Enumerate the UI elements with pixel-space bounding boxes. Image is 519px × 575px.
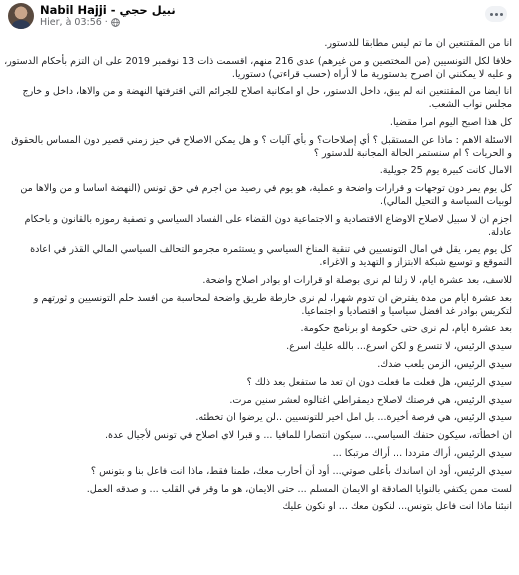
post-paragraph: اجزم ان لا سبيل لاصلاح الاوضاع الاقتصادية و الاجتماعية دون القضاء على الفساد السياسي و تصفية رموزه بالقانون و باحكام عادلة. bbox=[24, 213, 512, 238]
post-paragraph: انا ايضا من المقتنعين انه لم يبق، داخل الدستور، حل او امكانية اصلاح للجرائم التي اقترفتها النهضة و من والاها، داخل و خارج مجلس نواب الشعب. bbox=[22, 86, 512, 111]
post-paragraph: سيدي الرئيس، لا تتسرع و لكن اسرع... بالله عليك اسرع. bbox=[286, 341, 512, 353]
post-paragraph: كل يوم يمر دون توجهات و قرارات واضحة و عملية، هو يوم في رصيد من اجرم في حق تونس (النهضة اساسا و من والاها من لوبيات السياسة و التحيل المالي). bbox=[20, 183, 512, 207]
post-paragraph: انبئنا ماذا انت فاعل بتونس... لنكون معك ... او نكون عليك bbox=[282, 501, 512, 513]
post-paragraph: بعد عشرة ايام، لم نرى حتى حكومة او برنامج حكومة. bbox=[300, 323, 512, 335]
post-author-name[interactable]: Nabil Hajji - نبيل حجي bbox=[40, 3, 176, 17]
post-paragraph: الاسئلة الاهم : ماذا عن المستقبل ؟ أي إصلاحات؟ و بأي آليات ؟ و هل يمكن الاصلاح في حيز زمني قصير دون المساس بالحقوق و الحريات ؟ ام سنستمر الحالة المجانبة للدستور ؟ bbox=[11, 134, 512, 159]
post-timestamp[interactable]: Hier, à 03:56 bbox=[40, 17, 102, 28]
post-paragraph: انا من المقتنعين ان ما تم ليس مطابقا للدستور. bbox=[324, 38, 512, 49]
post-paragraph: للاسف، بعد عشرة ايام، لا زلنا لم نرى بوصلة او قرارات او بوادر اصلاح واضحة. bbox=[202, 274, 512, 286]
post-meta bbox=[40, 17, 120, 28]
post-paragraph: خلافا لكل التونسيين (من المختصين و من غيرهم) عدى 216 منهم، اقسمت ذات 13 نوفمبر 2019 على ان التزم بأحكام الدستور، و عليه لا يمكنني ان اصرح بدستورية ما لا أراه (حسب قراءتي) دستوريا. bbox=[4, 55, 512, 80]
post-header bbox=[0, 0, 519, 32]
more-options-icon[interactable] bbox=[485, 6, 507, 22]
post-body bbox=[4, 38, 512, 519]
meta-separator: · bbox=[104, 17, 108, 28]
post-paragraph: سيدي الرئيس، هل فعلت ما فعلت دون ان تعد ما ستفعل بعد ذلك ؟ bbox=[246, 376, 512, 388]
author-avatar[interactable] bbox=[8, 3, 34, 29]
post-paragraph: لست ممن يكتفي بالنوايا الصادقة او الايمان المسلم ... حتى الايمان، هو ما وقر في القلب ... و صدقه العمل. bbox=[86, 483, 512, 495]
globe-icon bbox=[111, 18, 120, 27]
post-paragraph: سيدي الرئيس، هي فرصة أخيرة... بل امل اخير للتونسيين ..لن يرضوا ان تخطئه. bbox=[195, 412, 512, 424]
post-paragraph: كل هذا اصبح اليوم امرا مقضيا. bbox=[389, 116, 512, 128]
post-paragraph: سيدي الرئيس، أود ان اساندك بأعلى صوتي... أود أن أحارب معك، طمنا فقط، ماذا انت فاعل بنا و بتونس ؟ bbox=[90, 465, 512, 477]
post-paragraph: سيدي الرئيس، الزمن يلعب ضدك. bbox=[377, 358, 512, 370]
post-paragraph: كل يوم يمر، يقل في امال التونسيين في تنقية المناخ السياسي و يستثمره مجرمو التحالف السياسي المالي القذر في اعادة التموقع و توسيع شبكة الابتزاز و التهديد و الاغراء. bbox=[30, 244, 512, 269]
post-paragraph: سيدي الرئيس، أراك مترددا ... أراك مرتبكا ... bbox=[332, 447, 512, 459]
post-paragraph: سيدي الرئيس، هي فرصتك لاصلاح ديمقراطي اغتالوه لعشر سنين مرت. bbox=[229, 394, 512, 406]
post-paragraph: بعد عشرة ايام من مدة يفترض ان تدوم شهرا، لم نرى خارطة طريق واضحة لمحاسبة من افسد حلم التونسيين و ثورتهم و لتكريس بوادر غد افضل سياسيا و اقتصاديا و اجتماعيا. bbox=[33, 292, 512, 317]
post-paragraph: ان اخطأته، سيكون حتفك السياسي... سيكون انتصارا للمافيا ... و قبرا لاي اصلاح في تونس لأجيال عدة. bbox=[105, 430, 512, 442]
post-paragraph: الامال كانت كبيرة يوم 25 جويلية. bbox=[379, 165, 512, 177]
